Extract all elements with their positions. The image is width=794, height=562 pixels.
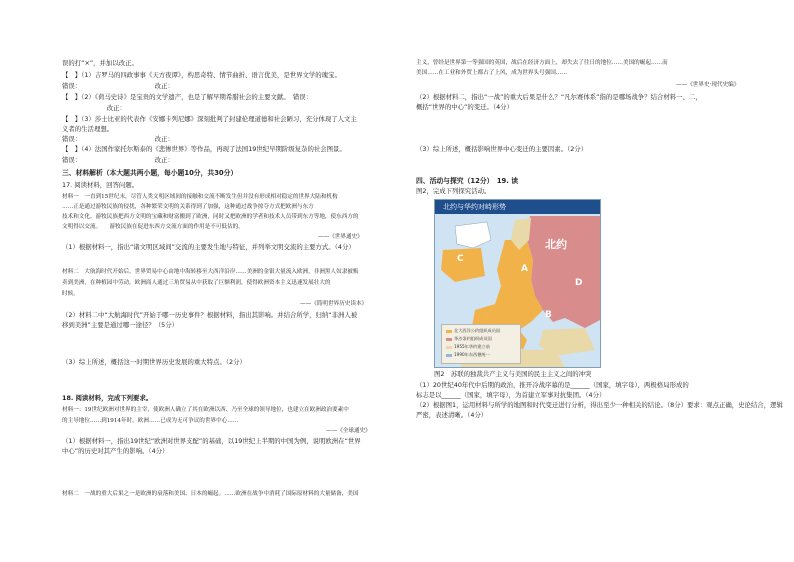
region-label-c: C bbox=[457, 254, 464, 264]
legend-label: 北大西洋公约组织成员国 bbox=[454, 328, 501, 333]
sub-question-cont: 标志是以______（国家，填字母），为首建立军事对抗集团。（4分） bbox=[416, 391, 606, 399]
material-text: 时候。 bbox=[62, 291, 79, 297]
answer-line: 错误： 改正： bbox=[62, 156, 174, 164]
question-item: 【 】（3）莎士比亚的代表作《安娜卡列尼娜》深刻批判了封建伦理道德和社会陋习，充分体现了人文主 bbox=[62, 115, 357, 123]
material-text: 材料一：19世纪欧洲对世界的主宰，使欧洲人确立了其在欧洲以西、乃至全球的领导地位，也建立在欧洲政治要素中 bbox=[62, 407, 349, 413]
answer-line: 错误： 改正： bbox=[62, 82, 174, 90]
question-item: 【 】（4）法国作家托尔斯泰的《悲惨世界》等作品，再现了法国19世纪早期阶级复杂的社会图景。 bbox=[62, 145, 346, 153]
map-title: 北约与华约对峙形势 bbox=[435, 200, 600, 214]
sub-question: （3）综上所述，概括这一时期世界历史发展的重大特点。（2分） bbox=[62, 358, 246, 366]
material-text: 文明得以交流。 游牧民族在促进东西方交流方面的作用是不可低估的。 bbox=[62, 224, 244, 230]
legend-swatch bbox=[446, 346, 452, 349]
section-heading: 三、材料解析（本大题共两小题，每小题10分，共30分） bbox=[62, 169, 238, 177]
sub-question-cont: 中心”的历史对其产生的影响。（4分） bbox=[62, 447, 169, 455]
material-text: 主义，曾经是世界第一等强国的英国，战后在经济方面上，却失去了往日的地位……美国的崛起……而 bbox=[416, 60, 668, 66]
region-label-b: B bbox=[545, 310, 552, 320]
legend-label: 华沙条约组织成员国 bbox=[454, 336, 492, 341]
map-legend bbox=[441, 324, 521, 364]
sub-question: （2）根据图1，运用材料与所学的地图和时代变迁进行分析，得出至少一种相关的结论。（8分）要求：观点正确，史论结合，逻辑 bbox=[416, 401, 783, 409]
question-heading: 17. 阅读材料，回答问题。 bbox=[62, 181, 139, 189]
question-heading: 18. 阅读材料，完成下列要求。 bbox=[62, 394, 153, 402]
sub-question: （2）根据材料二，指出“一战”的重大后果是什么？“凡尔赛体系”指的是哪场战争？结合材料一、二， bbox=[416, 93, 702, 101]
sub-question: （2）材料二中“大航海时代”开始于哪一历史事件？根据材料，指出其影响。并结合所学，归纳“非洲人被 bbox=[62, 311, 358, 319]
legend-swatch bbox=[446, 330, 452, 333]
legend-item bbox=[446, 328, 500, 334]
material-text: 材料一 一直到15世纪末，尽管人类文明区域间的接触和交流不断发生但并没有形成相对稳定的世界大陆和机构 bbox=[62, 194, 338, 200]
question-item-cont: 义者的生活理想。 bbox=[62, 125, 114, 133]
region-label-a: A bbox=[521, 264, 528, 274]
figure-intro: 图2，完成下列探究活动。 bbox=[416, 187, 491, 195]
answer-line: 错误： 改正： bbox=[62, 135, 174, 143]
legend-item bbox=[446, 352, 490, 358]
material-source: ——《全球通史》 bbox=[326, 428, 371, 434]
legend-swatch bbox=[446, 338, 452, 341]
legend-label: 1990年东西德统一 bbox=[454, 352, 490, 357]
question-item: 【 】（2）《荷马史诗》是宝贵的文学遗产，也是了解早期希腊社会的主要文献。 错误： bbox=[62, 93, 313, 101]
sub-question: （1）根据材料一，指出“诸文明区域间”交流的主要发生地与特征，并列举文明交流的主要方式。（4分） bbox=[62, 243, 355, 251]
sub-question: （1）20世纪40年代中后期的政治，推开冷战序幕的是______（国家，填字母），两极格局形成的 bbox=[416, 381, 689, 389]
material-text: 美国……在工业和外贸上都占了上风，成为世界头号强国…… bbox=[416, 70, 568, 76]
material-source: ——《简明世界历史读本》 bbox=[300, 301, 368, 307]
sub-question: （1）根据材料一，指出19世纪“欧洲对世界支配”的基础，以19世纪上半期的中国为例，说明欧洲在“世界 bbox=[62, 437, 361, 445]
sub-question-cont: 概括“世界的中心”的变迁。（4分） bbox=[416, 103, 513, 111]
material-source: ——《世界史·现代史编》 bbox=[676, 82, 740, 88]
answer-line: 改正： bbox=[62, 104, 126, 112]
sub-question-cont: 移到美洲”主要是通过哪一途径？（5分） bbox=[62, 321, 179, 329]
legend-item bbox=[446, 336, 492, 342]
legend-label: 1955年华约建立前 bbox=[454, 344, 490, 349]
material-source: ——《世界通史》 bbox=[318, 234, 363, 240]
material-text: 的主导地位……到1914年时，欧洲……已成为无可争议的世界中心…… bbox=[62, 418, 239, 424]
section-heading: 四、活动与探究（12分） 19. 读 bbox=[416, 177, 519, 185]
material-text: ……正是通过游牧民族的侵扰，各种繁荣文明的关系得到了加强，这种通过战争掠夺方式把欧洲与东方 bbox=[62, 204, 314, 210]
material-text: 材料二 一战的重大后果之一是欧洲的衰落和美国、日本的崛起。……欧洲在战争中消耗了国际原材料的大量储备，美国 bbox=[62, 491, 359, 497]
legend-item bbox=[446, 344, 490, 350]
question-item: 【 】（1）吉罗马的四政事事《天方夜谭》，构思奇特、情节曲折、语言优美，是世界文学的瑰宝。 bbox=[62, 71, 341, 79]
sub-question: （3）综上所述，概括影响世界中心变迁的主要因素。（2分） bbox=[416, 145, 588, 153]
material-text: 技术和文化。游牧民族把西方文明的宝藏和财富搬到了欧洲，同时又把欧洲的学者和技术人员带到东方等地，使东西方的 bbox=[62, 214, 359, 220]
cold-war-map bbox=[434, 199, 601, 368]
legend-swatch bbox=[446, 354, 452, 357]
figure-caption: 图2 苏联的独裁共产主义与美国的民主主义之间的冲突 bbox=[434, 370, 592, 378]
instruction-line: 误的打“×”，并加以改正。 bbox=[62, 59, 138, 67]
material-text: 材料二 大航海时代开始后，世界贸易中心由地中海转移至大西洋沿岸……美洲的金银大量流入欧洲，非洲黑人奴隶被贩 bbox=[62, 269, 359, 275]
svg-text:北约: 北约 bbox=[545, 238, 567, 251]
material-text: 卖到美洲，在种植园中劳动。欧洲商人通过三角贸易从中获取了巨额利润，使得欧洲资本主义迅速发展壮大的 bbox=[62, 280, 331, 286]
sub-question-cont: 严密，表述清晰。（4分） bbox=[416, 411, 488, 419]
region-label-d: D bbox=[575, 278, 583, 288]
